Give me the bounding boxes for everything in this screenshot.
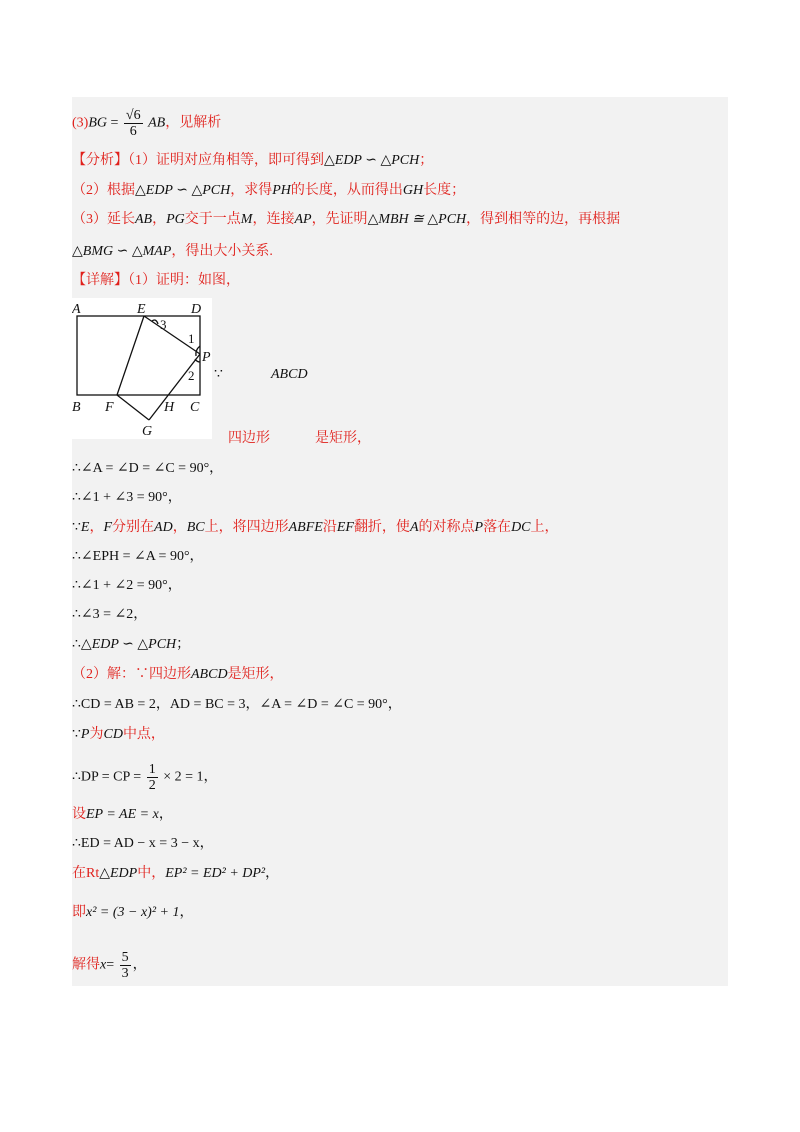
math: F bbox=[103, 520, 113, 535]
math: ∴∠EPH = ∠A = 90°， bbox=[72, 549, 204, 564]
analysis-line-2 bbox=[72, 182, 465, 200]
text: 沿 bbox=[322, 520, 337, 535]
text: （1）证明：如图， bbox=[128, 273, 240, 288]
math: AD bbox=[154, 520, 173, 535]
text: ； bbox=[419, 153, 434, 168]
text: 中点， bbox=[122, 727, 165, 742]
math: EF bbox=[336, 520, 354, 535]
because-symbol bbox=[214, 366, 223, 384]
label-angle-2: 2 bbox=[188, 368, 195, 383]
label-f: F bbox=[105, 400, 114, 415]
step-1 bbox=[72, 460, 223, 478]
math: ∴CD = AB = 2，AD = BC = 3，∠A = ∠D = ∠C = 90°， bbox=[72, 697, 402, 712]
detail-tag: 【详解】 bbox=[72, 273, 128, 288]
analysis-line-1 bbox=[72, 152, 433, 170]
part2-line-6 bbox=[72, 835, 214, 853]
math: PG bbox=[166, 212, 185, 227]
text: ，求得 bbox=[230, 183, 273, 198]
fraction-den: 3 bbox=[121, 966, 129, 981]
step-5 bbox=[72, 577, 182, 595]
math: △EDP ∽ △PCH bbox=[135, 183, 231, 198]
math: ABCD bbox=[271, 367, 308, 382]
math: ， bbox=[179, 905, 194, 920]
fraction bbox=[147, 762, 158, 793]
math: ABCD bbox=[191, 667, 228, 682]
text: 设 bbox=[72, 807, 86, 822]
label-angle-3: 3 bbox=[160, 317, 167, 332]
text: ，得出大小关系. bbox=[171, 244, 273, 259]
part2-line-9 bbox=[72, 950, 147, 981]
abcd-label bbox=[271, 366, 308, 384]
fraction-den: 2 bbox=[148, 778, 156, 793]
math: A bbox=[409, 520, 419, 535]
math: ∴∠1 + ∠2 = 90°， bbox=[72, 578, 182, 593]
math: = bbox=[106, 957, 115, 973]
label-c: C bbox=[190, 400, 200, 415]
text: 的长度，从而得出 bbox=[290, 183, 403, 198]
fraction bbox=[120, 950, 131, 981]
label-p: P bbox=[202, 350, 211, 365]
math: ABFE bbox=[288, 520, 323, 535]
label-g: G bbox=[142, 424, 153, 439]
detail-line-1 bbox=[72, 272, 240, 290]
fraction-den: 6 bbox=[129, 124, 137, 139]
segment-fg bbox=[117, 395, 149, 420]
math: GH bbox=[402, 183, 424, 198]
math: BG bbox=[88, 115, 107, 131]
fraction-num: √6 bbox=[125, 108, 141, 123]
math: BC bbox=[186, 520, 205, 535]
step-4 bbox=[72, 548, 204, 566]
text: （3）延长 bbox=[72, 212, 135, 227]
text: 为 bbox=[89, 727, 104, 742]
math: E bbox=[80, 520, 90, 535]
math: CD bbox=[103, 727, 123, 742]
math: × 2 = 1， bbox=[163, 769, 218, 785]
answer-line-3 bbox=[72, 108, 221, 139]
text: 是矩形， bbox=[227, 667, 284, 682]
math: ∵ bbox=[72, 727, 81, 742]
label-b: B bbox=[72, 400, 81, 415]
math: ∴∠A = ∠D = ∠C = 90°， bbox=[72, 461, 224, 476]
label-angle-1: 1 bbox=[188, 331, 195, 346]
text: 四边形 bbox=[228, 431, 270, 446]
math: AB bbox=[148, 115, 166, 131]
text: 解得 bbox=[72, 957, 100, 973]
math: ∵ bbox=[72, 520, 81, 535]
text: 交于一点 bbox=[184, 212, 241, 227]
math: △BMG ∽ △MAP bbox=[72, 244, 172, 259]
text: （2）解：∵四边形 bbox=[72, 667, 191, 682]
math: ， bbox=[158, 807, 173, 822]
step-7 bbox=[72, 636, 190, 654]
text: ， bbox=[172, 520, 187, 535]
text: ， bbox=[152, 212, 167, 227]
math: ； bbox=[176, 637, 191, 652]
text: （1）证明对应角相等，即可得到 bbox=[128, 153, 324, 168]
part2-line-7 bbox=[72, 865, 279, 883]
text: ，连接 bbox=[252, 212, 295, 227]
math: ∴∠3 = ∠2， bbox=[72, 607, 148, 622]
text: 长度； bbox=[423, 183, 466, 198]
math: △MBH ≅ △PCH bbox=[367, 212, 467, 227]
math: x² = (3 − x)² + 1 bbox=[86, 905, 180, 920]
part2-line-5 bbox=[72, 806, 173, 824]
rectangle-abcd bbox=[77, 316, 200, 395]
math: = bbox=[110, 115, 119, 131]
text: 上，将四边形 bbox=[204, 520, 289, 535]
part2-line-3 bbox=[72, 726, 165, 744]
math: P bbox=[474, 520, 484, 535]
analysis-line-3 bbox=[72, 211, 620, 229]
step-3 bbox=[72, 519, 559, 537]
fraction bbox=[124, 108, 143, 139]
math: ， bbox=[265, 866, 280, 881]
math: △EDP ∽ △PCH bbox=[324, 153, 420, 168]
segment-ef bbox=[117, 316, 144, 395]
angle-mark-2 bbox=[195, 359, 200, 362]
part2-line-4 bbox=[72, 762, 217, 793]
text: ，见解析 bbox=[165, 115, 222, 131]
label-a: A bbox=[72, 302, 81, 317]
text: ，得到相等的边，再根据 bbox=[466, 212, 621, 227]
math: x bbox=[100, 957, 107, 973]
math: P bbox=[80, 727, 90, 742]
math: EP = AE = x bbox=[86, 807, 159, 822]
text: 是矩形， bbox=[315, 431, 371, 446]
text: 上， bbox=[530, 520, 559, 535]
math: ， bbox=[132, 957, 147, 973]
text: 翻折，使 bbox=[353, 520, 410, 535]
quad-label bbox=[228, 430, 270, 448]
part2-line-1 bbox=[72, 666, 284, 684]
step-2 bbox=[72, 489, 182, 507]
text: （2）根据 bbox=[72, 183, 135, 198]
analysis-tag: 【分析】 bbox=[72, 153, 128, 168]
math: AP bbox=[294, 212, 312, 227]
figure-svg bbox=[72, 298, 212, 439]
text: 在Rt bbox=[72, 866, 100, 881]
math: ∴∠1 + ∠3 = 90°， bbox=[72, 490, 182, 505]
math: ∴DP = CP = bbox=[72, 769, 142, 785]
math: M bbox=[240, 212, 253, 227]
math: DC bbox=[511, 520, 531, 535]
math: ∴ED = AD − x = 3 − x， bbox=[72, 836, 214, 851]
math: ∴ bbox=[72, 637, 81, 652]
analysis-line-4 bbox=[72, 243, 273, 261]
geometry-figure bbox=[72, 298, 212, 439]
step-6 bbox=[72, 606, 147, 624]
fraction-num: 1 bbox=[148, 762, 156, 777]
is-rect-label bbox=[315, 430, 371, 448]
text: (3) bbox=[72, 115, 89, 131]
math: △EDP bbox=[99, 866, 138, 881]
text: 分别在 bbox=[112, 520, 155, 535]
text: 即 bbox=[72, 905, 86, 920]
label-d: D bbox=[191, 302, 202, 317]
text: ， bbox=[89, 520, 104, 535]
math: PH bbox=[272, 183, 291, 198]
text: 落在 bbox=[483, 520, 512, 535]
fraction-num: 5 bbox=[121, 950, 129, 965]
label-e: E bbox=[137, 302, 146, 317]
math: EP² = ED² + DP² bbox=[165, 866, 266, 881]
label-h: H bbox=[164, 400, 175, 415]
text: 中， bbox=[137, 866, 166, 881]
part2-line-2 bbox=[72, 696, 402, 714]
text: ，先证明 bbox=[311, 212, 368, 227]
math: △EDP ∽ △PCH bbox=[80, 637, 177, 652]
math: AB bbox=[135, 212, 153, 227]
text: 的对称点 bbox=[418, 520, 475, 535]
part2-line-8 bbox=[72, 904, 194, 922]
math: ∵ bbox=[214, 367, 223, 382]
